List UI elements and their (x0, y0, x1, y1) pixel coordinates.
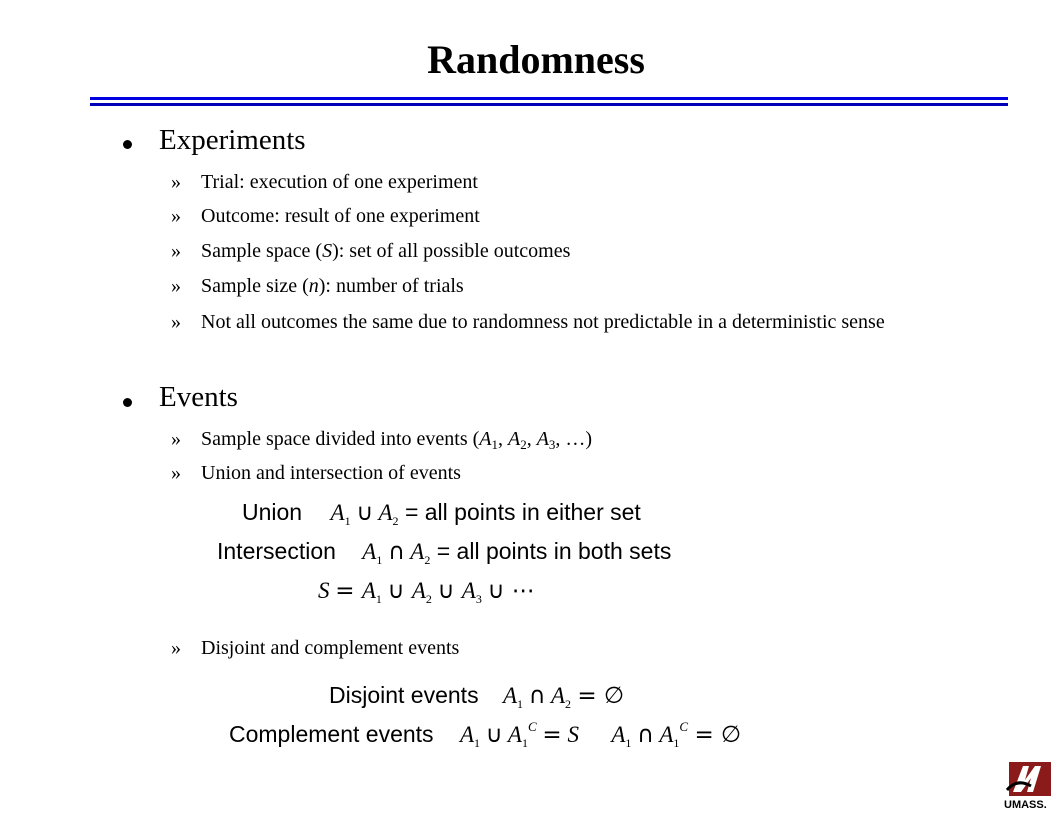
union-text: = all points in either set (404, 499, 641, 525)
section-heading-experiments: Experiments (159, 124, 306, 156)
item-text: Union and intersection of events (201, 462, 461, 484)
bullet-dot (123, 140, 132, 149)
bullet-mark: » (171, 428, 181, 450)
intersection-label: Intersection (217, 538, 336, 564)
bullet-mark: » (171, 205, 181, 227)
list-item (171, 427, 921, 451)
item-text: Sample space divided into events ($A_1$, $A_2$, $A_3$, …) (201, 428, 593, 452)
bullet-mark: » (171, 311, 181, 333)
bullet-dot (123, 398, 132, 407)
list-item (171, 461, 921, 485)
complement-equation: Complement events $A_1$ ∪ $A_1^C = S$ $A_1$ ∩ $A_1^C$ = ∅ (229, 719, 742, 750)
item-text: Sample space (S): set of all possible outcomes (201, 240, 571, 262)
umass-logo (1003, 760, 1055, 810)
list-item (171, 274, 921, 298)
list-item (171, 204, 921, 228)
item-text: Outcome: result of one experiment (201, 205, 480, 227)
item-text: Disjoint and complement events (201, 637, 460, 659)
list-item (171, 636, 921, 660)
section-heading-events: Events (159, 381, 238, 413)
bullet-mark: » (171, 240, 181, 262)
list-item (171, 170, 921, 194)
bullet-mark: » (171, 637, 181, 659)
intersection-text: = all points in both sets (436, 538, 672, 564)
list-item (171, 310, 921, 334)
sample-space-equation: $S = A_1$ ∪ $A_2$ ∪ $A_3$ ∪ ⋯ (318, 578, 535, 606)
intersection-equation: Intersection $A_1$ ∩ $A_2$ = all points in both sets (217, 538, 672, 567)
item-text: Sample size (n): number of trials (201, 275, 464, 297)
slide-title: Randomness (427, 37, 645, 82)
union-equation: Union $A_1$ ∪ $A_2$ = all points in either set (242, 499, 641, 528)
item-text: Not all outcomes the same due to randomness not predictable in a deterministic sense (201, 311, 885, 333)
title-rule-bottom (90, 103, 1008, 106)
title-rule-top (90, 97, 1008, 100)
logo-text: UMASS. (1004, 799, 1047, 810)
disjoint-label: Disjoint events (329, 682, 479, 708)
list-item (171, 239, 921, 263)
bullet-mark: » (171, 462, 181, 484)
union-label: Union (242, 499, 303, 525)
disjoint-equation: Disjoint events $A_1$ ∩ $A_2$ = ∅ (329, 682, 625, 711)
bullet-mark: » (171, 171, 181, 193)
item-text: Trial: execution of one experiment (201, 171, 478, 193)
bullet-mark: » (171, 275, 181, 297)
complement-label: Complement events (229, 721, 434, 747)
